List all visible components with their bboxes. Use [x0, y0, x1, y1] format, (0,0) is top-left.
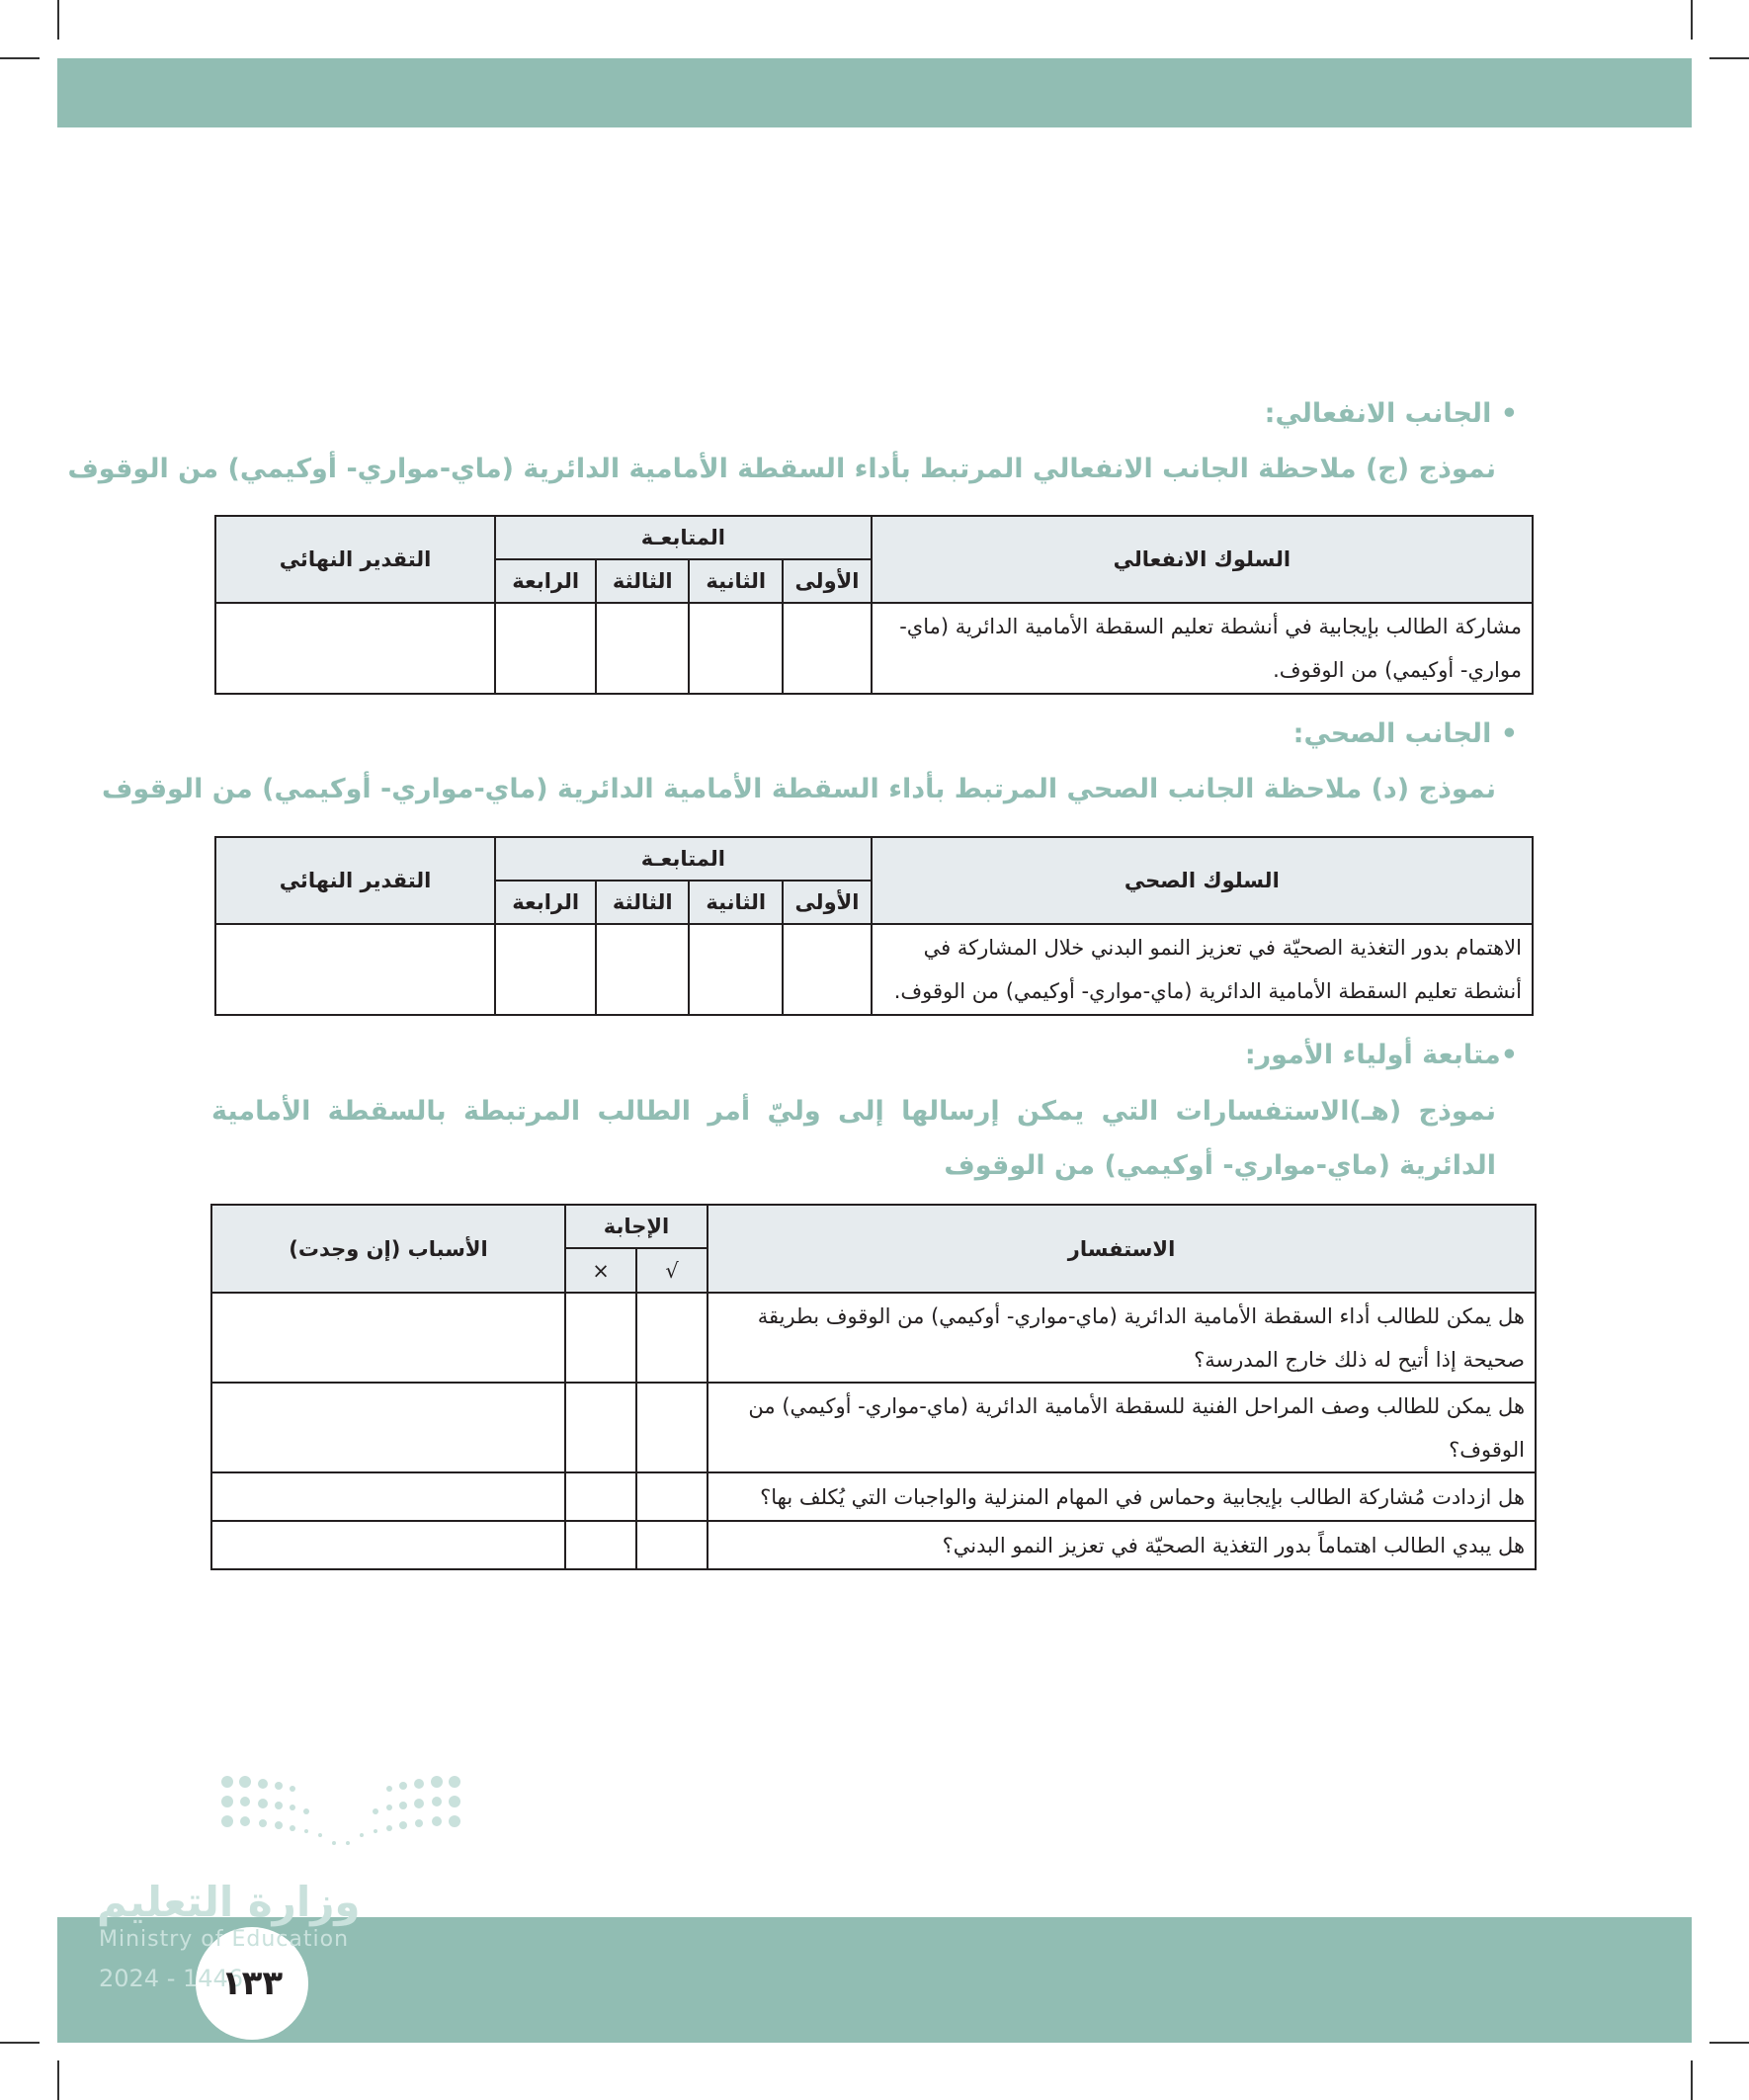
crop-mark [1691, 2060, 1693, 2100]
followup-header: المتابعـة [495, 516, 872, 559]
followup-col-second: الثانية [689, 559, 783, 603]
answer-no-cell[interactable] [565, 1472, 636, 1521]
answer-no-cell[interactable] [565, 1521, 636, 1569]
header-band [57, 58, 1692, 127]
model-d-title: نموذج (د) ملاحظة الجانب الصحي المرتبط بأداء السقطة الأمامية الدائرية (ماي-مواري- أوكيمي) من الوقوف [102, 774, 1496, 804]
answer-yes-cell[interactable] [636, 1472, 708, 1521]
page-number: ١٣٣ [220, 1964, 284, 2003]
followup-col-first: الأولى [783, 881, 871, 924]
section-emotional-title: • الجانب الانفعالي: [1264, 398, 1518, 429]
section-parents-title: •متابعة أولياء الأمور: [1244, 1040, 1518, 1070]
followup-col-first: الأولى [783, 559, 871, 603]
followup-cell[interactable] [596, 924, 689, 1015]
reasons-header: الأسباب (إن وجدت) [211, 1205, 565, 1293]
section-health-title: • الجانب الصحي: [1292, 718, 1518, 749]
followup-cell[interactable] [783, 924, 871, 1015]
followup-cell[interactable] [596, 603, 689, 694]
ministry-logo-year: 2024 - 1446 [99, 1965, 244, 1992]
followup-cell[interactable] [689, 603, 783, 694]
ministry-logo-english: Ministry of Education [99, 1927, 350, 1952]
followup-cell[interactable] [495, 924, 596, 1015]
yes-mark: √ [636, 1248, 708, 1293]
answer-yes-cell[interactable] [636, 1293, 708, 1383]
followup-cell[interactable] [495, 603, 596, 694]
behavior-header: السلوك الصحي [872, 837, 1533, 924]
behavior-cell: الاهتمام بدور التغذية الصحيّة في تعزيز النمو البدني خلال المشاركة في أنشطة تعليم السقطة الأمامية الدائرية (ماي-مواري- أوكيمي) من الوقوف. [872, 924, 1533, 1015]
parents-inquiry-table [210, 1204, 1537, 1570]
crop-mark [1709, 57, 1749, 59]
inquiry-cell: هل ازدادت مُشاركة الطالب بإيجابية وحماس في المهام المنزلية والواجبات التي يُكلف بها؟ [708, 1472, 1536, 1521]
followup-col-fourth: الرابعة [495, 559, 596, 603]
answer-header: الإجابة [565, 1205, 708, 1248]
inquiry-header: الاستفسار [708, 1205, 1536, 1293]
answer-no-cell[interactable] [565, 1383, 636, 1472]
ministry-logo-icon [217, 1774, 464, 1853]
behavior-cell: مشاركة الطالب بإيجابية في أنشطة تعليم السقطة الأمامية الدائرية (ماي-مواري- أوكيمي) من الوقوف. [872, 603, 1533, 694]
inquiry-cell: هل يمكن للطالب وصف المراحل الفنية للسقطة الأمامية الدائرية (ماي-مواري- أوكيمي) من الوقوف؟ [708, 1383, 1536, 1472]
crop-mark [1709, 2042, 1749, 2044]
crop-mark [0, 2042, 40, 2044]
ministry-logo-arabic: وزارة التعليم [97, 1878, 361, 1926]
followup-col-third: الثالثة [596, 881, 689, 924]
followup-col-third: الثالثة [596, 559, 689, 603]
answer-yes-cell[interactable] [636, 1521, 708, 1569]
answer-no-cell[interactable] [565, 1293, 636, 1383]
followup-col-fourth: الرابعة [495, 881, 596, 924]
final-grade-cell[interactable] [215, 924, 495, 1015]
reasons-cell[interactable] [211, 1521, 565, 1569]
followup-col-second: الثانية [689, 881, 783, 924]
final-grade-cell[interactable] [215, 603, 495, 694]
reasons-cell[interactable] [211, 1383, 565, 1472]
followup-cell[interactable] [783, 603, 871, 694]
model-c-title: نموذج (ج) ملاحظة الجانب الانفعالي المرتبط بأداء السقطة الأمامية الدائرية (ماي-مواري- أوكيمي) من الوقوف [67, 454, 1496, 484]
crop-mark [1691, 0, 1693, 40]
crop-mark [57, 2060, 59, 2100]
followup-header: المتابعـة [495, 837, 872, 881]
model-e-title: نموذج (هـ)الاستفسارات التي يمكن إرسالها إلى وليّ أمر الطالب المرتبطة بالسقطة الأمامية الدائرية (ماي-مواري- أوكيمي) من الوقوف [211, 1096, 1496, 1181]
inquiry-cell: هل يبدي الطالب اهتماماً بدور التغذية الصحيّة في تعزيز النمو البدني؟ [708, 1521, 1536, 1569]
crop-mark [0, 57, 40, 59]
final-grade-header: التقدير النهائي [215, 516, 495, 603]
health-behavior-table [214, 836, 1534, 1016]
emotional-behavior-table [214, 515, 1534, 695]
behavior-header: السلوك الانفعالي [872, 516, 1533, 603]
reasons-cell[interactable] [211, 1472, 565, 1521]
answer-yes-cell[interactable] [636, 1383, 708, 1472]
final-grade-header: التقدير النهائي [215, 837, 495, 924]
inquiry-cell: هل يمكن للطالب أداء السقطة الأمامية الدائرية (ماي-مواري- أوكيمي) من الوقوف بطريقة صحيحة إذا أتيح له ذلك خارج المدرسة؟ [708, 1293, 1536, 1383]
reasons-cell[interactable] [211, 1293, 565, 1383]
followup-cell[interactable] [689, 924, 783, 1015]
crop-mark [57, 0, 59, 40]
no-mark: × [565, 1248, 636, 1293]
